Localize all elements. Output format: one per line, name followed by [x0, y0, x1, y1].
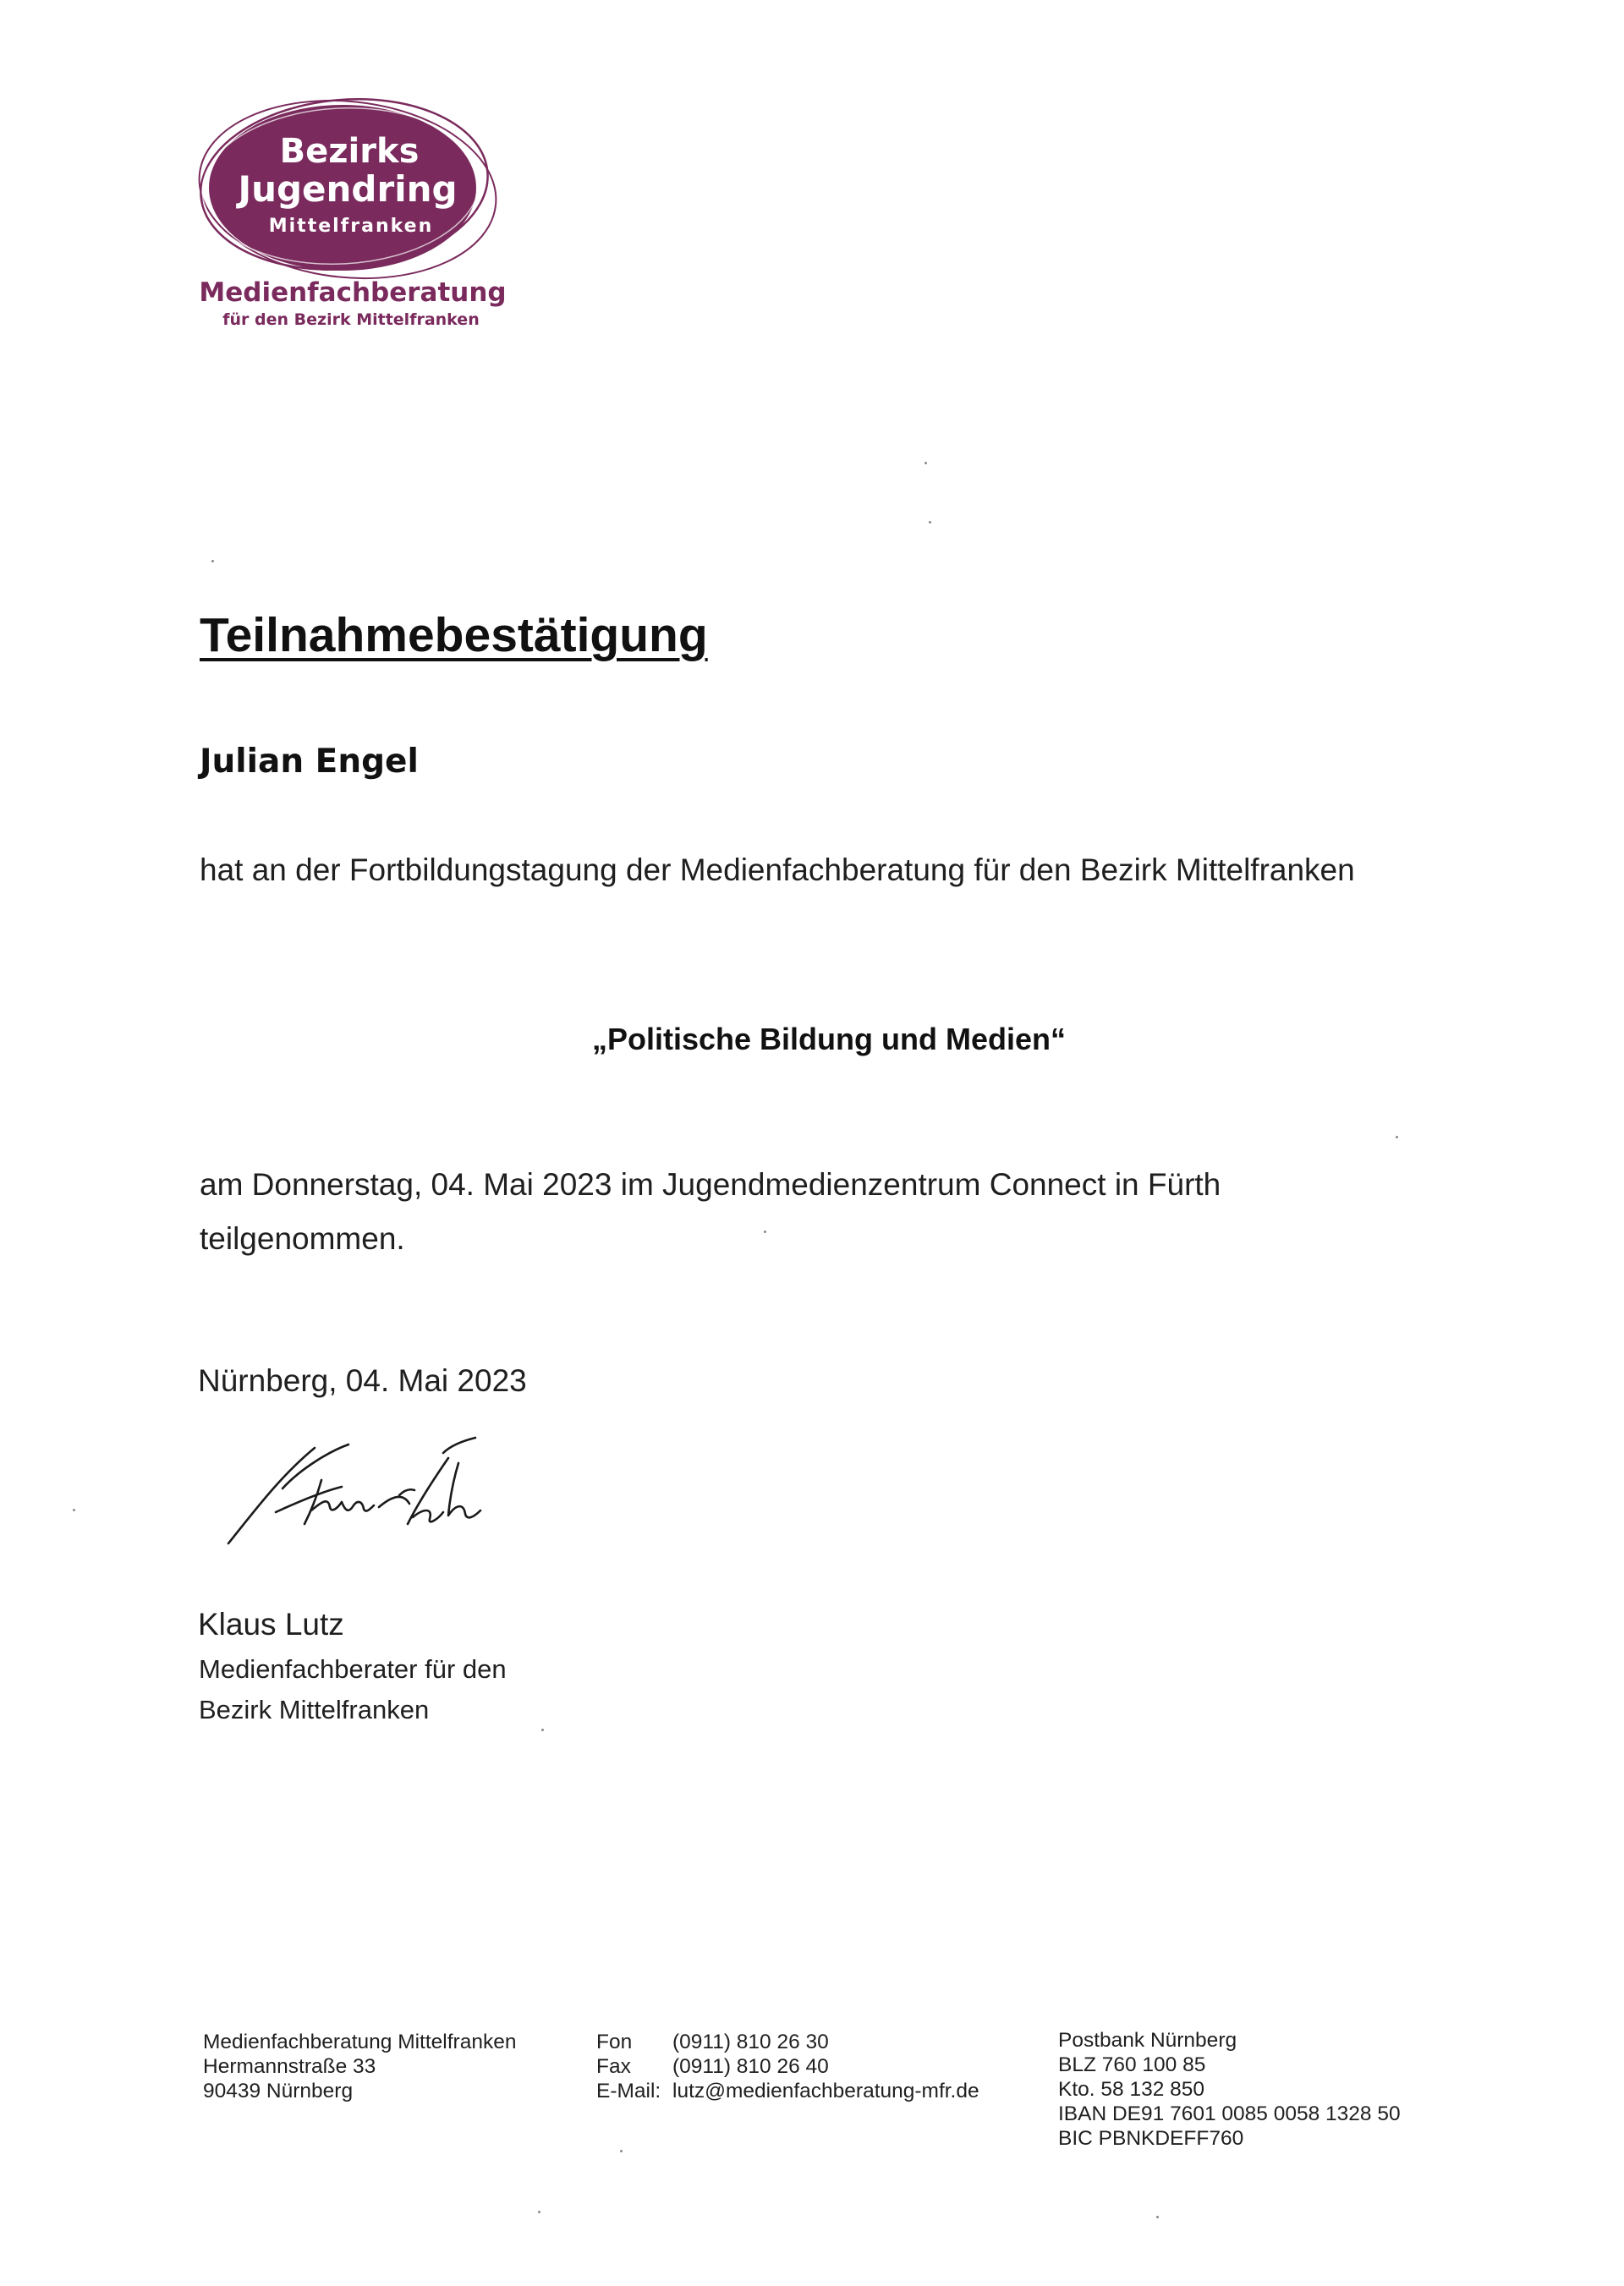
footer-contact-labels [596, 2030, 661, 2103]
event-date-line: am Donnerstag, 04. Mai 2023 im Jugendmedienzentrum Connect in Fürth [200, 1167, 1221, 1202]
organization-logo [190, 95, 529, 348]
scan-speck [924, 462, 927, 464]
footer-bank-line: BLZ 760 100 85 [1058, 2053, 1206, 2076]
footer-contact-label: Fon [596, 2031, 633, 2053]
footer-contact-value: (0911) 810 26 30 [672, 2031, 829, 2053]
footer-bank-line: Kto. 58 132 850 [1058, 2078, 1205, 2101]
bezirksjugendring-logo-graphic [190, 95, 529, 348]
footer-address-line: 90439 Nürnberg [203, 2080, 354, 2102]
scan-speck [620, 2150, 623, 2152]
scan-speck [73, 1509, 75, 1511]
footer-bank-line: IBAN DE91 7601 0085 0058 1328 50 [1058, 2102, 1401, 2125]
footer-contact-value: (0911) 810 26 40 [672, 2055, 829, 2078]
footer-address-line: Hermannstraße 33 [203, 2055, 376, 2078]
footer-address-line: Medienfachberatung Mittelfranken [203, 2031, 517, 2053]
signatory-role-line1: Medienfachberater für den [199, 1654, 507, 1684]
footer-contact-value: lutz@medienfachberatung-mfr.de [672, 2080, 979, 2102]
handwritten-signature [222, 1429, 526, 1552]
scan-speck [1156, 2216, 1159, 2218]
scan-speck [1396, 1136, 1398, 1138]
scan-speck [211, 560, 214, 562]
footer-address [203, 2030, 516, 2103]
logo-text-line1: Bezirks [279, 132, 420, 171]
course-title: „Politische Bildung und Medien“ [591, 1022, 1066, 1056]
scan-speck [764, 1231, 766, 1233]
logo-text-line3: Mittelfranken [268, 216, 434, 237]
footer-contact-values [672, 2030, 979, 2103]
logo-sub-line1: Medienfachberatung [199, 277, 507, 308]
footer-contact-label: Fax [596, 2055, 631, 2078]
scan-speck [929, 521, 931, 524]
signatory-name: Klaus Lutz [198, 1607, 344, 1642]
footer-contact-label: E-Mail: [596, 2080, 661, 2102]
logo-text-line2: Jugendring [238, 168, 458, 210]
place-and-date: Nürnberg, 04. Mai 2023 [198, 1363, 527, 1398]
document-title: Teilnahmebestätigung [200, 608, 708, 662]
footer-bank-details [1058, 2028, 1401, 2151]
footer-bank-line: BIC PBNKDEFF760 [1058, 2127, 1244, 2150]
logo-sub-line2: für den Bezirk Mittelfranken [222, 310, 480, 329]
scan-speck [541, 1729, 544, 1731]
intro-line: hat an der Fortbildungstagung der Medienfachberatung für den Bezirk Mittelfranken [200, 852, 1355, 887]
scan-speck [538, 2211, 540, 2213]
footer-bank-line: Postbank Nürnberg [1058, 2029, 1237, 2052]
signatory-role-line2: Bezirk Mittelfranken [199, 1695, 430, 1724]
closing-line: teilgenommen. [200, 1221, 405, 1256]
recipient-name: Julian Engel [200, 743, 419, 781]
